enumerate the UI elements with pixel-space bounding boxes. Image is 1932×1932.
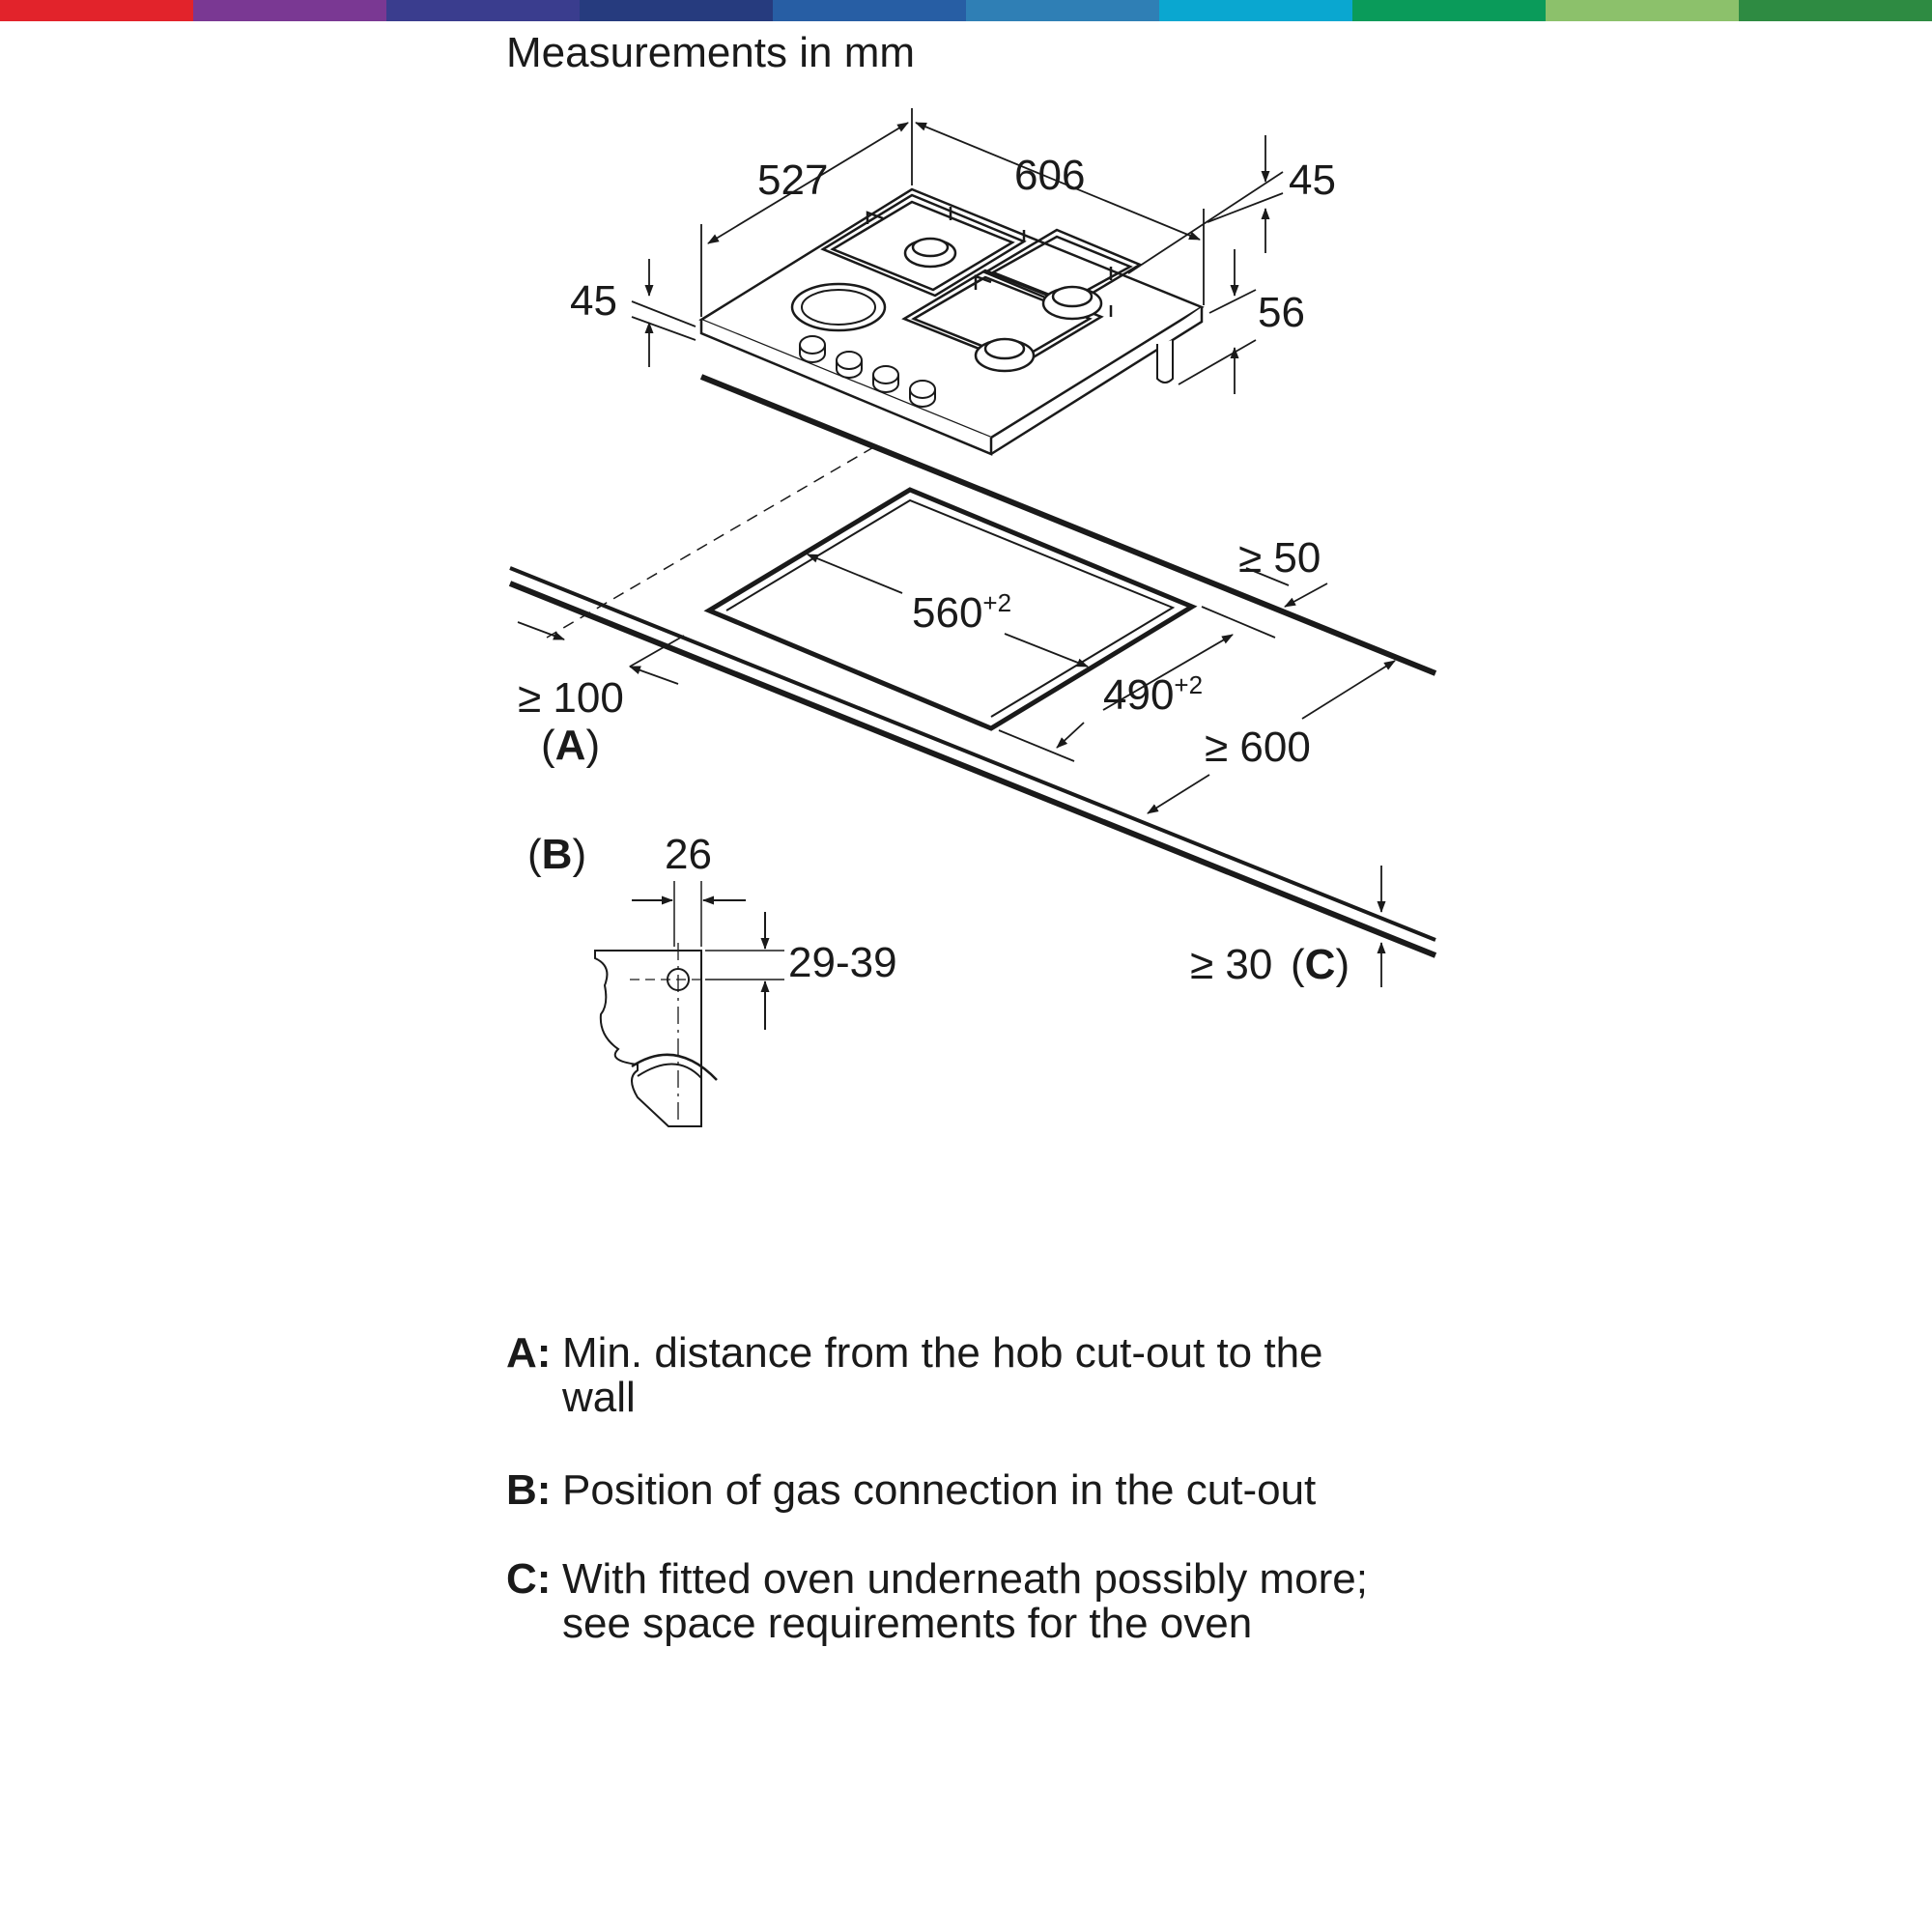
worktop: [510, 377, 1435, 955]
legend-item-c: [506, 1557, 1395, 1646]
dimension-label-wall-distance: ≥ 100: [518, 674, 624, 722]
marker-b: (B): [527, 831, 587, 878]
marker-a: (A): [541, 722, 601, 769]
dimension-label-depth: 527: [757, 156, 829, 204]
dimension-label-cutout-width: 560+2: [912, 588, 1012, 637]
legend-text: With fitted oven underneath possibly more; see space requirements for the oven: [562, 1555, 1369, 1647]
page-title: Measurements in mm: [506, 29, 916, 76]
legend-key: A:: [506, 1329, 552, 1377]
hob-illustration: [701, 189, 1202, 454]
gas-detail-offset-label: 26: [665, 831, 712, 878]
legend-key: B:: [506, 1466, 552, 1514]
legend-item-a: [506, 1331, 1395, 1420]
gas-detail-height-label: 29-39: [788, 939, 897, 986]
dimension-label-cutout-depth: 490+2: [1103, 670, 1204, 719]
dimension-label-leg-height: 56: [1258, 289, 1305, 336]
gas-connection-detail: [595, 881, 784, 1126]
dimension-label-rear-distance: ≥ 50: [1238, 534, 1321, 582]
dimension-label-worktop-depth: ≥ 600: [1205, 724, 1311, 771]
dimension-label-height-left: 45: [570, 277, 617, 325]
legend-text: Min. distance from the hob cut-out to the wall: [562, 1329, 1323, 1421]
dimension-label-worktop-thickness: ≥ 30: [1190, 941, 1273, 988]
marker-c: (C): [1291, 941, 1350, 988]
legend-text: Position of gas connection in the cut-out: [562, 1466, 1317, 1514]
dimension-label-width: 606: [1014, 152, 1086, 199]
legend-key: C:: [506, 1555, 552, 1603]
legend-item-b: [506, 1468, 1395, 1513]
dimension-label-height-right: 45: [1289, 156, 1336, 204]
